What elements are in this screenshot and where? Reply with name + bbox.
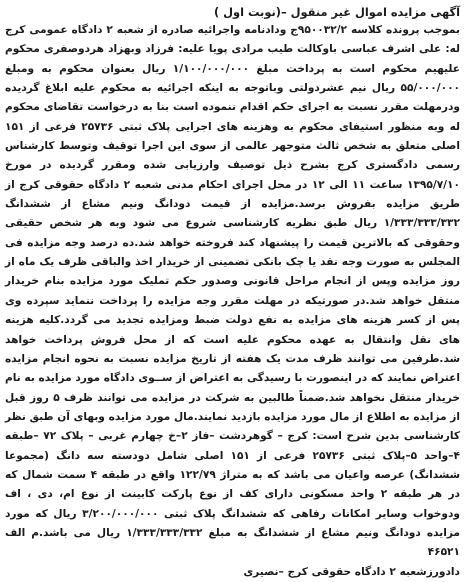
notice-title: آگهی مزایده اموال غیر منقول –(نوبت اول ) [213,5,460,19]
notice-signature: دادورزشعبه ۲ دادگاه حقوقی کرج –نصیری [243,565,460,578]
notice-body: بموجب پرونده کلاسه ۹۵۰۰۳۲/۲ج ودادنامه واجرائیه صادره از شعبه ۲ دادگاه عمومی کرج له: علی اشرف عباسی باوکالت طیب مرادی پویا علیه: فرزاد وبهزاد هردوصفری محکوم علیهیم محکوم است به پرداخت مبلغ ۱/۱۰۰/۰۰۰/۰۰۰ ریال بعنوان محکوم به ومبلغ ۵۵/۰۰۰/۰۰۰ ریال نیم عشردولتی وباتوجه به اینکه اجرائیه به محکوم علیه ابلاغ گردیده ودرمهلت مقرر نسبت به اجرای حکم اقدام ننموده است بنا به درخواست تقاضای محکوم له وبه منظور استیفای محکوم به وهزینه های اجرایی پلاک ثبتی ۲۵۷۳۶ فرعی از ۱۵۱ اصلی متعلق به شخص ثالث متوجهر عالمی از سوی این اجرا توقیف وتوسط کارشناس رسمی دادگستری کرج بشرح ذیل توصیف وارزیابی شده ومقرر گردیده در مورخ ۱۳۹۵/۷/۱۰ ساعت ۱۱ الی ۱۲ در محل اجرای احکام مدنی شعبه ۲ دادگاه حقوقی کرج از طریق مزایده بفروش برسد.مزایده از قیمت دودانگ ونیم مشاع از ششدانگ ۱/۳۳۳/۳۳۳/۳۳۲ ریال طبق نظریه کارشناسی شروع می شود وبه هر شخص حقیقی وحقوقی که بالاترین قیمت را پیشنهاد کند فروخته خواهد شد.ده درصد وجه مزایده فی المجلس به صورت وجه نقد یا چک بانکی تضمینی از خریدار اخذ والباقی ظرف یک ماه از روز مزایده وپس از انجام مراحل قانونی وصدور حکم تملیک مورد مزایده بنام خریدار منتقل خواهد شد.در صورتیکه در مهلت مقرر وجه مزایده را پرداخت ننماید سپرده وی پس از کسر هزینه های مزایده به نفع دولت ضبط ومزایده تجدید می گردد.کلیه هزینه های نقل وانتقال به عهده محکوم علیه است که از محل فروش پرداخت خواهد شد.طرفین می توانند ظرف مدت یک هفته از تاریخ مزایده نسبت به نحوه انجام مزایده اعتراض نمایند که در اینصورت با رسیدگی به اعتراض از ســوی دادگاه مورد مزایده به نام خریدار منتقل نخواهد شد.ضمناً طالبین به شرکت در مزایده می توانند ظرف ۵ روز قبل از مزایده به اطلاع از مال مورد مزایده بازدید نمایند.مال مورد مزایده وبهای آن طبق نظر کارشناسی بدین شرح است: کرج – گوهردشت –فاز ۲–خ چهارم غربی – پلاک ۷۲ –طبقه ۴–واحد ۵–پلاک ثبتی ۲۵۷۳۶ فرعی از ۱۵۱ اصلی شامل دودسته سه دانگ (مجموعا ششدانگ) عرصه واعیان می باشد که به متراژ ۱۲۲/۷۹ واقع در طبقه ۴ سمت شمال که در هر طبقه ۲ واحد مسکونی دارای کف از نوع پارکت کابینت از نوع ام، دی ، اف ودوخواب وسایر امکانات رفاهی که ششدانگ پلاک ثبتی ۳/۲۰۰/۰۰۰/۰۰۰ ریال که مورد مزایده دودانگ ونیم مشاع از ششدانگ به مبلغ ۱/۳۳۳/۳۳۳/۳۳۲ ریال می باشد.م الف ۴۶۵۲۱ [5,24,461,559]
